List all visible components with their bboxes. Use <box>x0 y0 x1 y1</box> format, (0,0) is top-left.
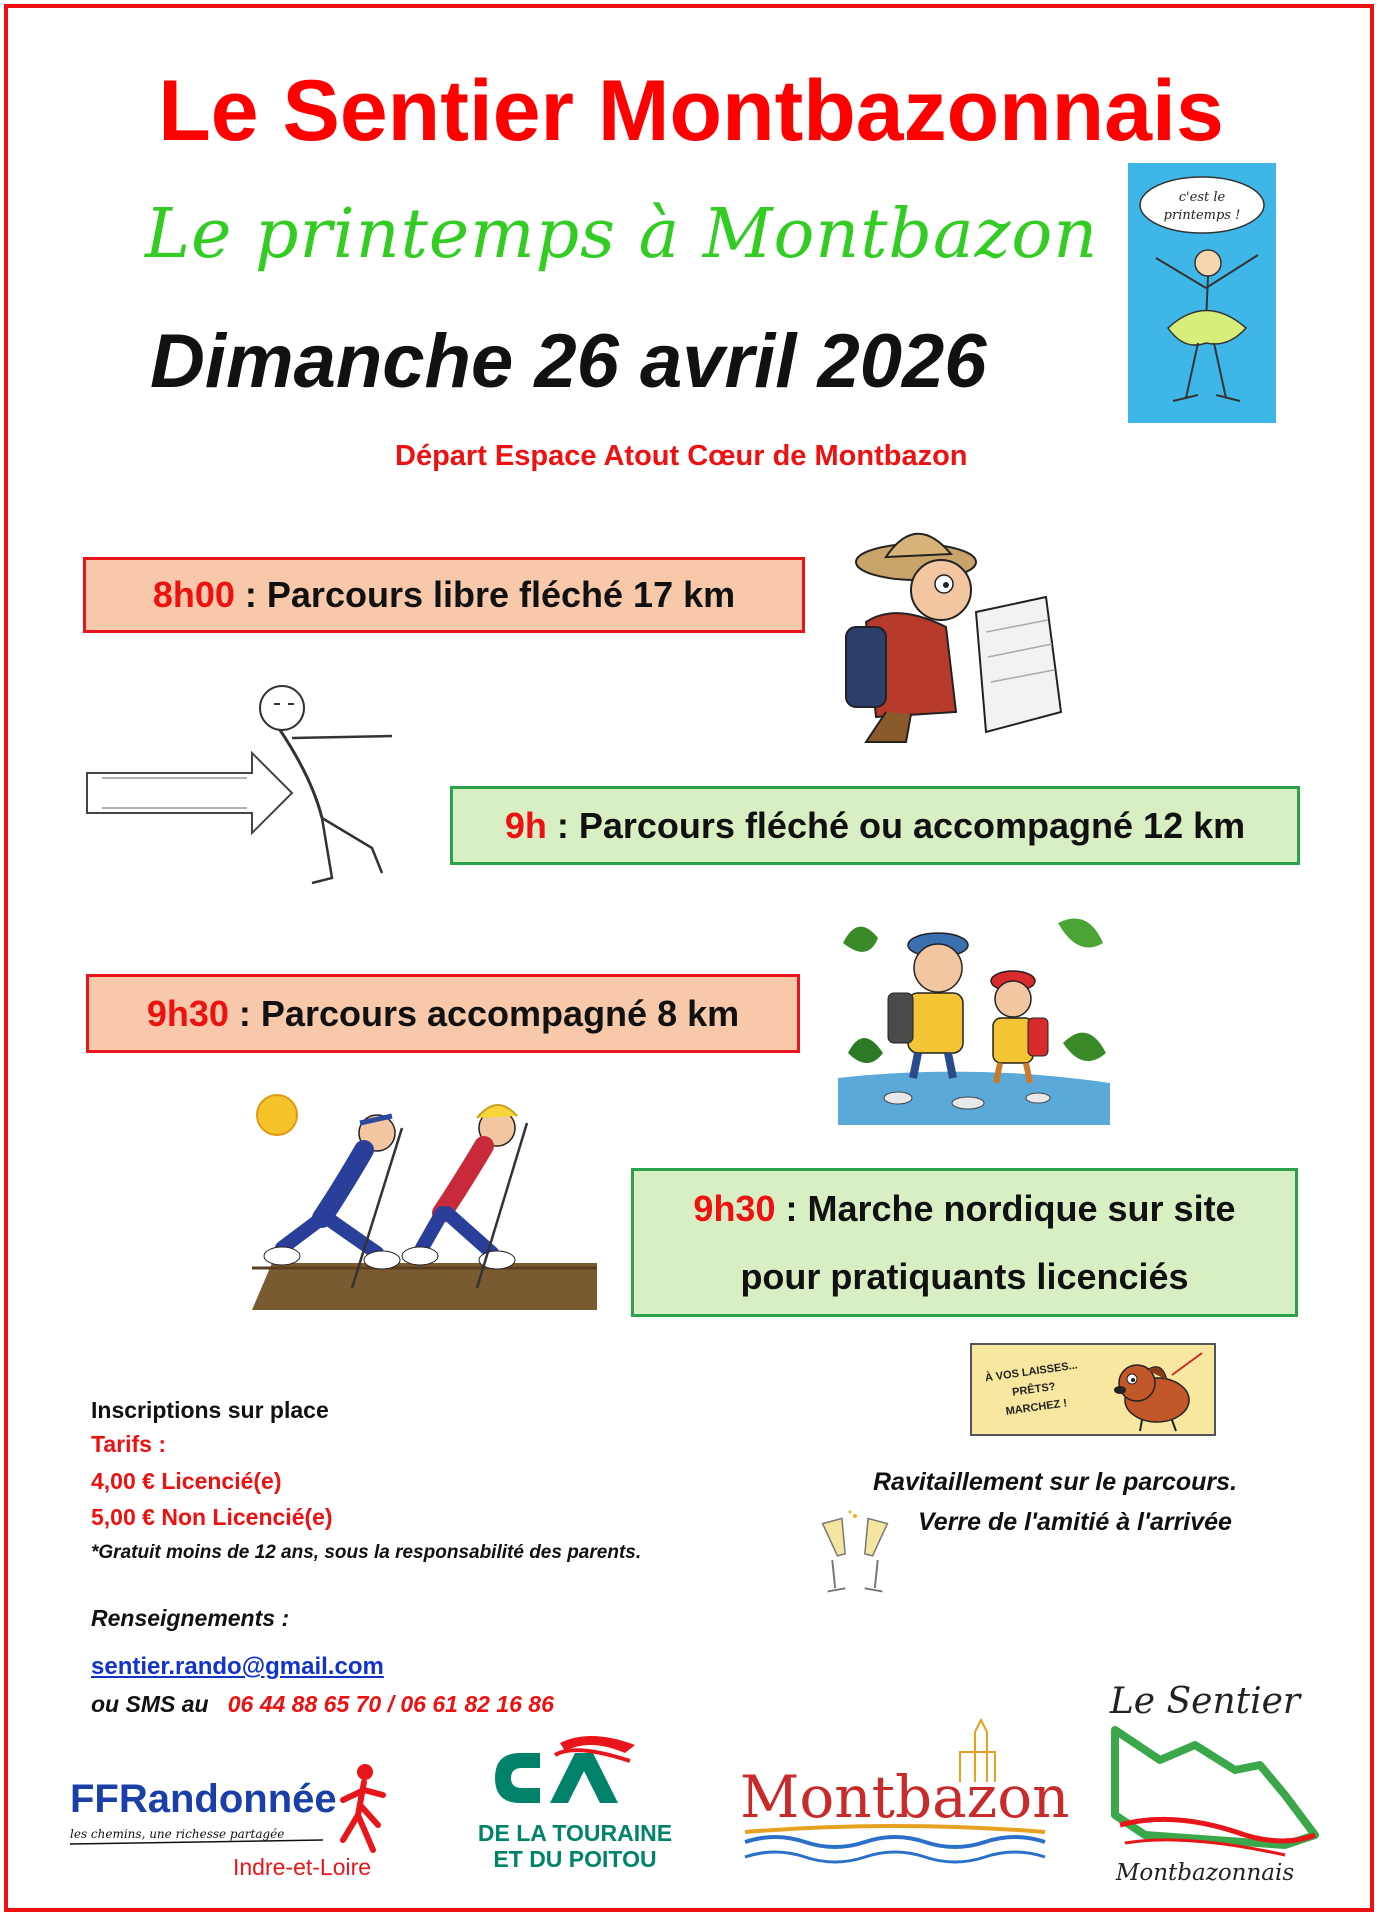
ca-line1: DE LA TOURAINE <box>477 1820 673 1846</box>
course-2-time: 9h <box>504 804 547 846</box>
course-box-2 <box>450 786 1300 865</box>
course-1-time: 8h00 <box>152 574 235 615</box>
price-non-licencie: 5,00 € Non Licencié(e) <box>91 1504 333 1530</box>
ravitaillement-line1: Ravitaillement sur le parcours. <box>872 1468 1238 1496</box>
phone-numbers: 06 44 88 65 70 / 06 61 82 16 86 <box>227 1691 554 1717</box>
tarifs-label: Tarifs : <box>91 1431 166 1457</box>
poster-subtitle: Le printemps à Montbazon <box>145 195 1099 274</box>
sms-label: ou SMS au <box>91 1691 209 1717</box>
family-hikers-illustration <box>838 903 1110 1125</box>
laisses-sign <box>970 1343 1216 1436</box>
event-date: Dimanche 26 avril 2026 <box>150 319 987 404</box>
sentier-top-text: Le Sentier <box>1109 1681 1301 1722</box>
laisses-line2: PRÊTS? <box>1011 1380 1057 1399</box>
credit-agricole-logo <box>425 1733 725 1883</box>
montbazon-logo <box>735 1712 1070 1872</box>
course-box-1 <box>83 557 805 633</box>
nordic-walkers-illustration <box>252 1088 597 1310</box>
sentier-montbazonnais-logo <box>1085 1675 1325 1890</box>
ravitaillement-text <box>830 1462 1280 1542</box>
ravitaillement-line2: Verre de l'amitié à l'arrivée <box>918 1508 1232 1536</box>
ffrando-region: Indre-et-Loire <box>233 1854 372 1880</box>
course-3-time: 9h30 <box>146 992 229 1034</box>
price-licencie: 4,00 € Licencié(e) <box>91 1468 282 1494</box>
contact-email-link[interactable]: sentier.rando@gmail.com <box>91 1653 384 1680</box>
course-4-text: : Marche nordique sur site <box>775 1187 1236 1229</box>
gratuit-note: *Gratuit moins de 12 ans, sous la responsabilité des parents. <box>91 1542 642 1563</box>
sms-line <box>91 1691 554 1718</box>
poster-title: Le Sentier Montbazonnais <box>158 63 1224 159</box>
ffrando-tag: les chemins, une richesse partagée <box>70 1827 285 1841</box>
course-4-line2: pour pratiquants licenciés <box>740 1255 1189 1297</box>
sentier-bottom-text: Montbazonnais <box>1115 1860 1295 1886</box>
montbazon-text: Montbazon <box>740 1763 1070 1831</box>
runner-illustration <box>82 678 422 888</box>
ca-line2: ET DU POITOU <box>493 1846 657 1872</box>
ffrando-main: FFRandonnée <box>70 1777 337 1821</box>
renseignements-heading: Renseignements : <box>91 1605 290 1631</box>
laisses-line1: À VOS LAISSES... <box>984 1359 1079 1385</box>
spring-sign-line2: printemps ! <box>1163 208 1241 223</box>
laisses-line3: MARCHEZ ! <box>1004 1397 1068 1418</box>
spring-sign-line1: c'est le <box>1178 190 1226 205</box>
course-box-4 <box>631 1168 1298 1317</box>
hiker-map-illustration <box>826 502 1086 752</box>
course-4-time: 9h30 <box>693 1187 776 1229</box>
departure-location: Départ Espace Atout Cœur de Montbazon <box>395 440 968 472</box>
inscriptions-heading: Inscriptions sur place <box>91 1397 329 1423</box>
spring-illustration <box>1128 163 1276 423</box>
course-box-3 <box>86 974 800 1053</box>
course-1-text: : Parcours libre fléché 17 km <box>234 574 736 615</box>
course-3-text: : Parcours accompagné 8 km <box>228 992 740 1034</box>
course-2-text: : Parcours fléché ou accompagné 12 km <box>546 804 1246 846</box>
ffrandonnee-logo <box>68 1760 398 1885</box>
